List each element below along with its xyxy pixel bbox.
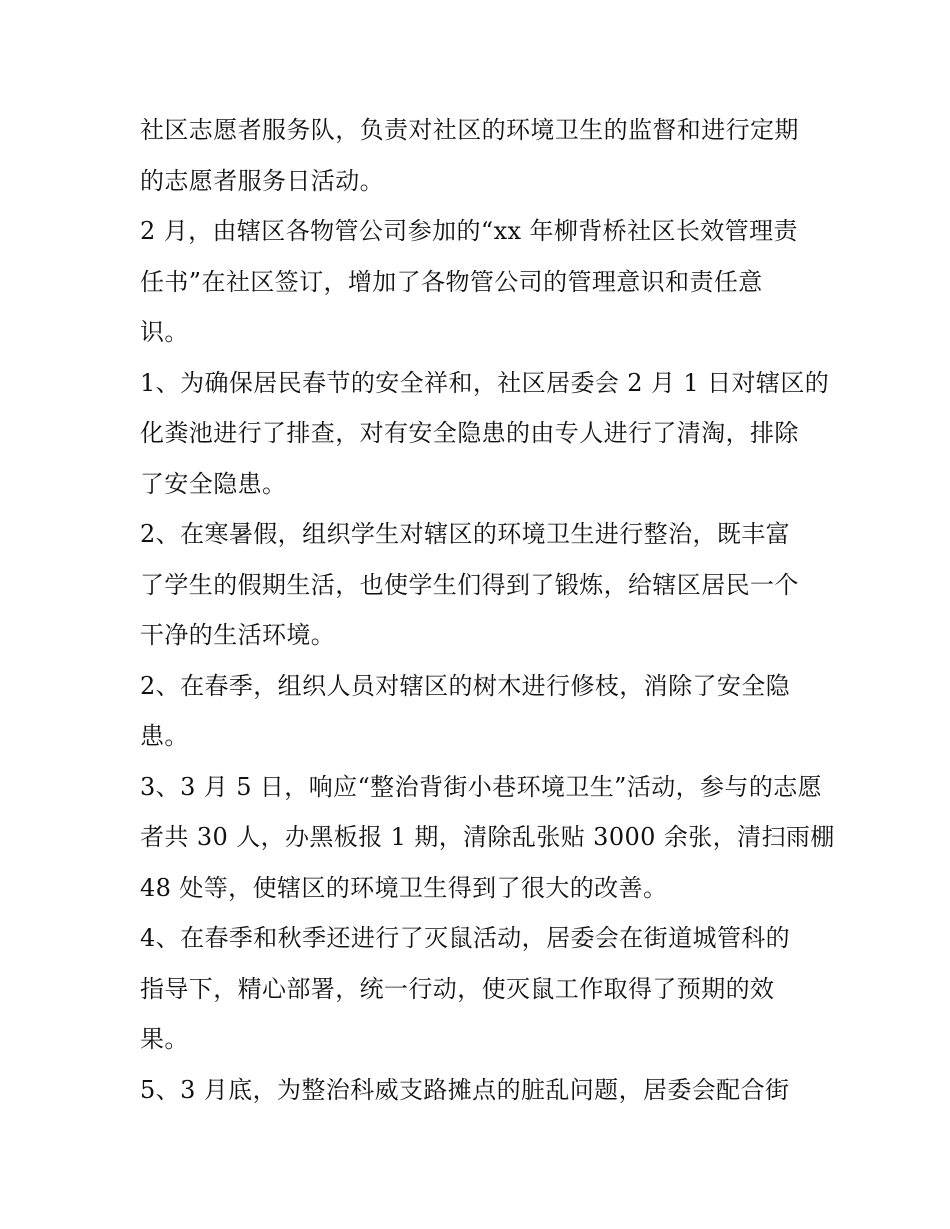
text-line: 1、为确保居民春节的安全祥和，社区居委会 2 月 1 日对辖区的	[140, 368, 830, 397]
text-line: 果。	[140, 1025, 189, 1053]
text-line: 指导下，精心部署，统一行动，使灭鼠工作取得了预期的效	[140, 974, 775, 1003]
text-line: 2 月，由辖区各物管公司参加的“xx 年柳背桥社区长效管理责	[140, 217, 798, 245]
text-line: 4、在春季和秋季还进行了灭鼠活动，居委会在街道城管科的	[140, 924, 791, 952]
text-line: 干净的生活环境。	[140, 621, 336, 649]
text-line: 患。	[140, 722, 189, 750]
text-line: 识。	[140, 318, 189, 346]
text-line: 2、在寒暑假，组织学生对辖区的环境卫生进行整治，既丰富	[140, 520, 791, 548]
text-line: 3、3 月 5 日，响应“整治背街小巷环境卫生”活动，参与的志愿	[140, 772, 823, 801]
document-body	[140, 105, 835, 1115]
text-line: 2、在春季，组织人员对辖区的树木进行修枝，消除了安全隐	[140, 671, 791, 700]
text-line: 社区志愿者服务队，负责对社区的环境卫生的监督和进行定期	[140, 116, 799, 144]
text-line: 了学生的假期生活，也使学生们得到了锻炼，给辖区居民一个	[140, 570, 799, 599]
text-line: 者共 30 人，办黑板报 1 期，清除乱张贴 3000 余张，清扫雨棚	[140, 823, 835, 851]
text-line: 48 处等，使辖区的环境卫生得到了很大的改善。	[140, 873, 668, 902]
text-line: 5、3 月底，为整治科威支路摊点的脏乱问题，居委会配合街	[140, 1075, 790, 1104]
text-line: 的志愿者服务日活动。	[140, 166, 384, 195]
text-line: 任书”在社区签订，增加了各物管公司的管理意识和责任意	[140, 267, 763, 296]
text-line: 了安全隐患。	[140, 469, 287, 498]
text-line: 化粪池进行了排查，对有安全隐患的由专人进行了清淘，排除	[140, 419, 799, 447]
